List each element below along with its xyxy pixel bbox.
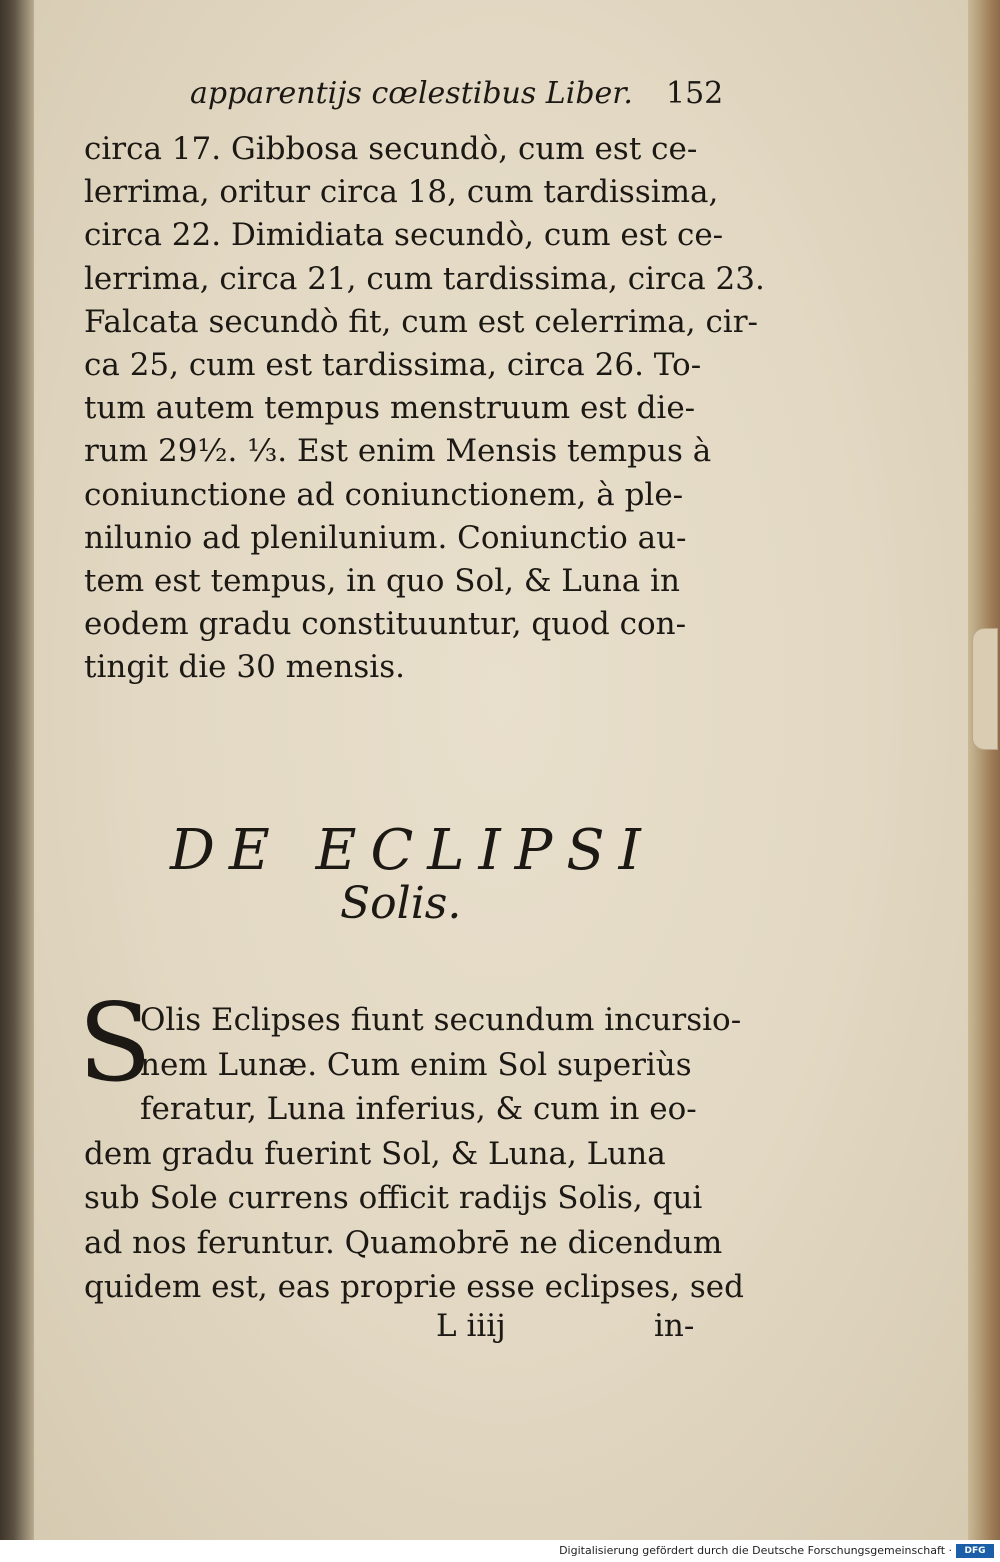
- left-page-edge: [0, 0, 34, 1562]
- text-line: lerrima, circa 21, cum tardissima, circa 23.: [84, 260, 765, 297]
- text-line: ad nos feruntur. Quamobrē ne dicendum: [84, 1224, 723, 1261]
- text-line: circa 22. Dimidiata secundò, cum est ce-: [84, 217, 724, 254]
- text-line: feratur, Luna inferius, & cum in eo-: [140, 1091, 697, 1127]
- catchword: in-: [654, 1308, 695, 1344]
- text-line: eodem gradu constituuntur, quod con-: [84, 606, 687, 643]
- section-title: DE ECLIPSI: [170, 818, 655, 883]
- text-line: tingit die 30 mensis.: [84, 649, 405, 686]
- text-line: tem est tempus, in quo Sol, & Luna in: [84, 563, 681, 600]
- text-line: quidem est, eas proprie esse eclipses, sed: [84, 1269, 744, 1305]
- section-subtitle: Solis.: [340, 878, 462, 929]
- text-line: nilunio ad plenilunium. Coniunctio au-: [84, 519, 687, 556]
- text-line: tum autem tempus menstruum est die-: [84, 390, 696, 427]
- text-line: lerrima, oritur circa 18, cum tardissima,: [84, 174, 719, 211]
- footer-credit: Digitalisierung gefördert durch die Deutsche Forschungsgemeinschaft ·: [559, 1544, 952, 1557]
- running-head-title: apparentijs cœlestibus Liber.: [190, 76, 633, 111]
- text-line: ca 25, cum est tardissima, circa 26. To-: [84, 347, 702, 384]
- signature-line: [436, 1308, 756, 1348]
- text-line: Olis Eclipses fiunt secundum incursio-: [140, 1002, 742, 1038]
- drop-cap: S: [78, 981, 152, 1106]
- signature-mark: L iiij: [436, 1308, 506, 1344]
- text-line: coniunctione ad coniunctionem, à ple-: [84, 476, 684, 513]
- text-line: circa 17. Gibbosa secundò, cum est ce-: [84, 131, 698, 167]
- dfg-logo-icon: DFG: [956, 1544, 994, 1558]
- page-tab-marker: [972, 628, 998, 750]
- folio-number: 152: [666, 76, 724, 111]
- text-line: nem Lunæ. Cum enim Sol superiùs: [140, 1046, 692, 1083]
- footer-bar: [0, 1540, 1000, 1562]
- text-line: rum 29½. ⅓. Est enim Mensis tempus à: [84, 433, 712, 470]
- text-line: sub Sole currens officit radijs Solis, qui: [84, 1180, 703, 1216]
- paragraph-1: [84, 128, 765, 690]
- paragraph-2: [84, 998, 744, 1310]
- text-line: Falcata secundò fit, cum est celerrima, cir-: [84, 303, 759, 340]
- right-page-edge: [968, 0, 1000, 1540]
- text-line: dem gradu fuerint Sol, & Luna, Luna: [84, 1135, 666, 1172]
- running-head: [190, 76, 750, 116]
